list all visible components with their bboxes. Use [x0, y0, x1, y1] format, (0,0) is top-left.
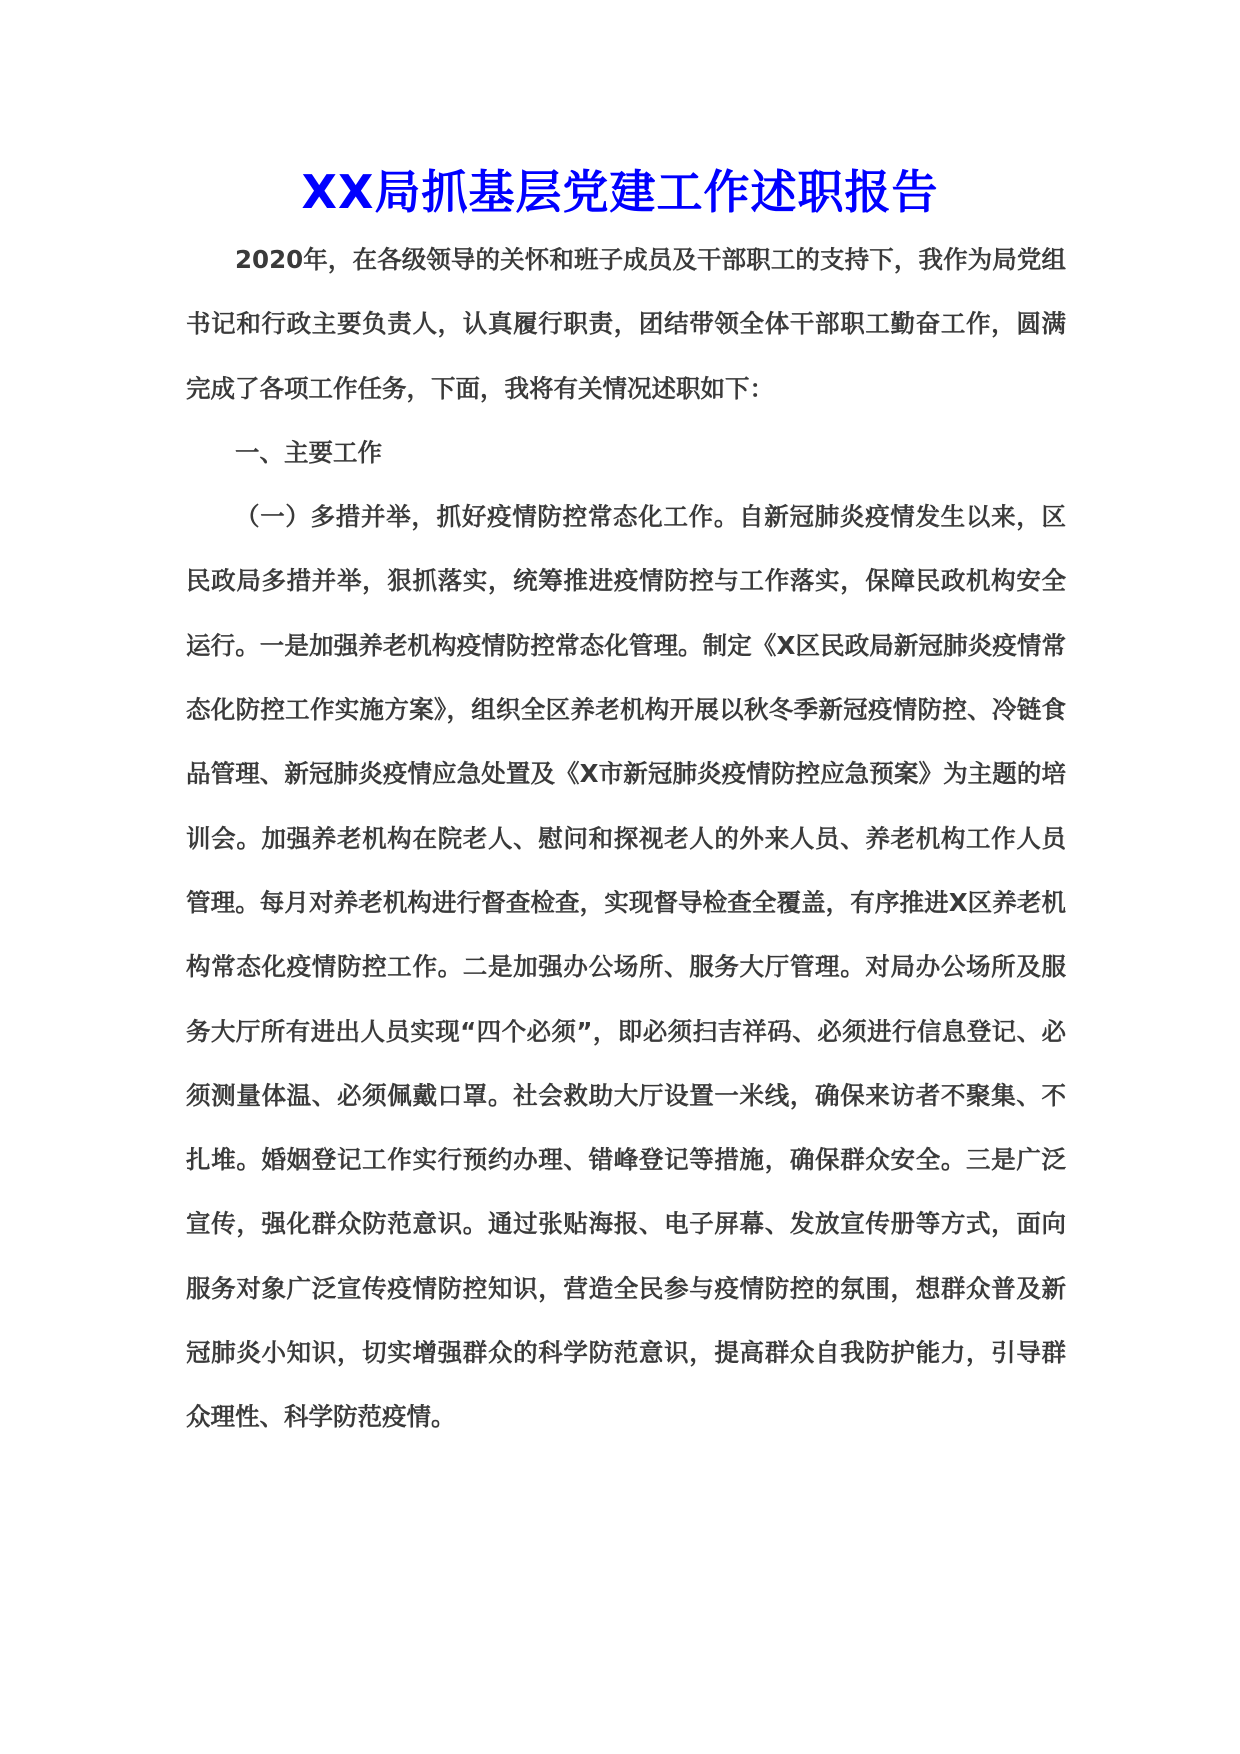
section-heading: 一、主要工作 [235, 437, 382, 467]
document-body [186, 228, 1066, 1450]
intro-paragraph: 2020年，在各级领导的关怀和班子成员及干部职工的支持下，我作为局党组书记和行政主要负责人，认真履行职责，团结带领全体干部职工勤奋工作，圆满完成了各项工作任务，下面，我将有关情况述职如下： [186, 245, 1066, 403]
body-paragraph: （一）多措并举，抓好疫情防控常态化工作。自新冠肺炎疫情发生以来，区民政局多措并举，狠抓落实，统筹推进疫情防控与工作落实，保障民政机构安全运行。一是加强养老机构疫情防控常态化管理。制定《X区民政局新冠肺炎疫情常态化防控工作实施方案》，组织全区养老机构开展以秋冬季新冠疫情防控、冷链食品管理、新冠肺炎疫情应急处置及《X市新冠肺炎疫情防控应急预案》为主题的培训会。加强养老机构在院老人、慰问和探视老人的外来人员、养老机构工作人员管理。每月对养老机构进行督查检查，实现督导检查全覆盖，有序推进X区养老机构常态化疫情防控工作。二是加强办公场所、服务大厅管理。对局办公场所及服务大厅所有进出人员实现“四个必须”，即必须扫吉祥码、必须进行信息登记、必须测量体温、必须佩戴口罩。社会救助大厅设置一米线，确保来访者不聚集、不扎堆。婚姻登记工作实行预约办理、错峰登记等措施，确保群众安全。三是广泛宣传，强化群众防范意识。通过张贴海报、电子屏幕、发放宣传册等方式，面向服务对象广泛宣传疫情防控知识，营造全民参与疫情防控的氛围，想群众普及新冠肺炎小知识，切实增强群众的科学防范意识，提高群众自我防护能力，引导群众理性、科学防范疫情。 [186, 502, 1066, 1432]
document-title: XX局抓基层党建工作述职报告 [301, 165, 939, 219]
